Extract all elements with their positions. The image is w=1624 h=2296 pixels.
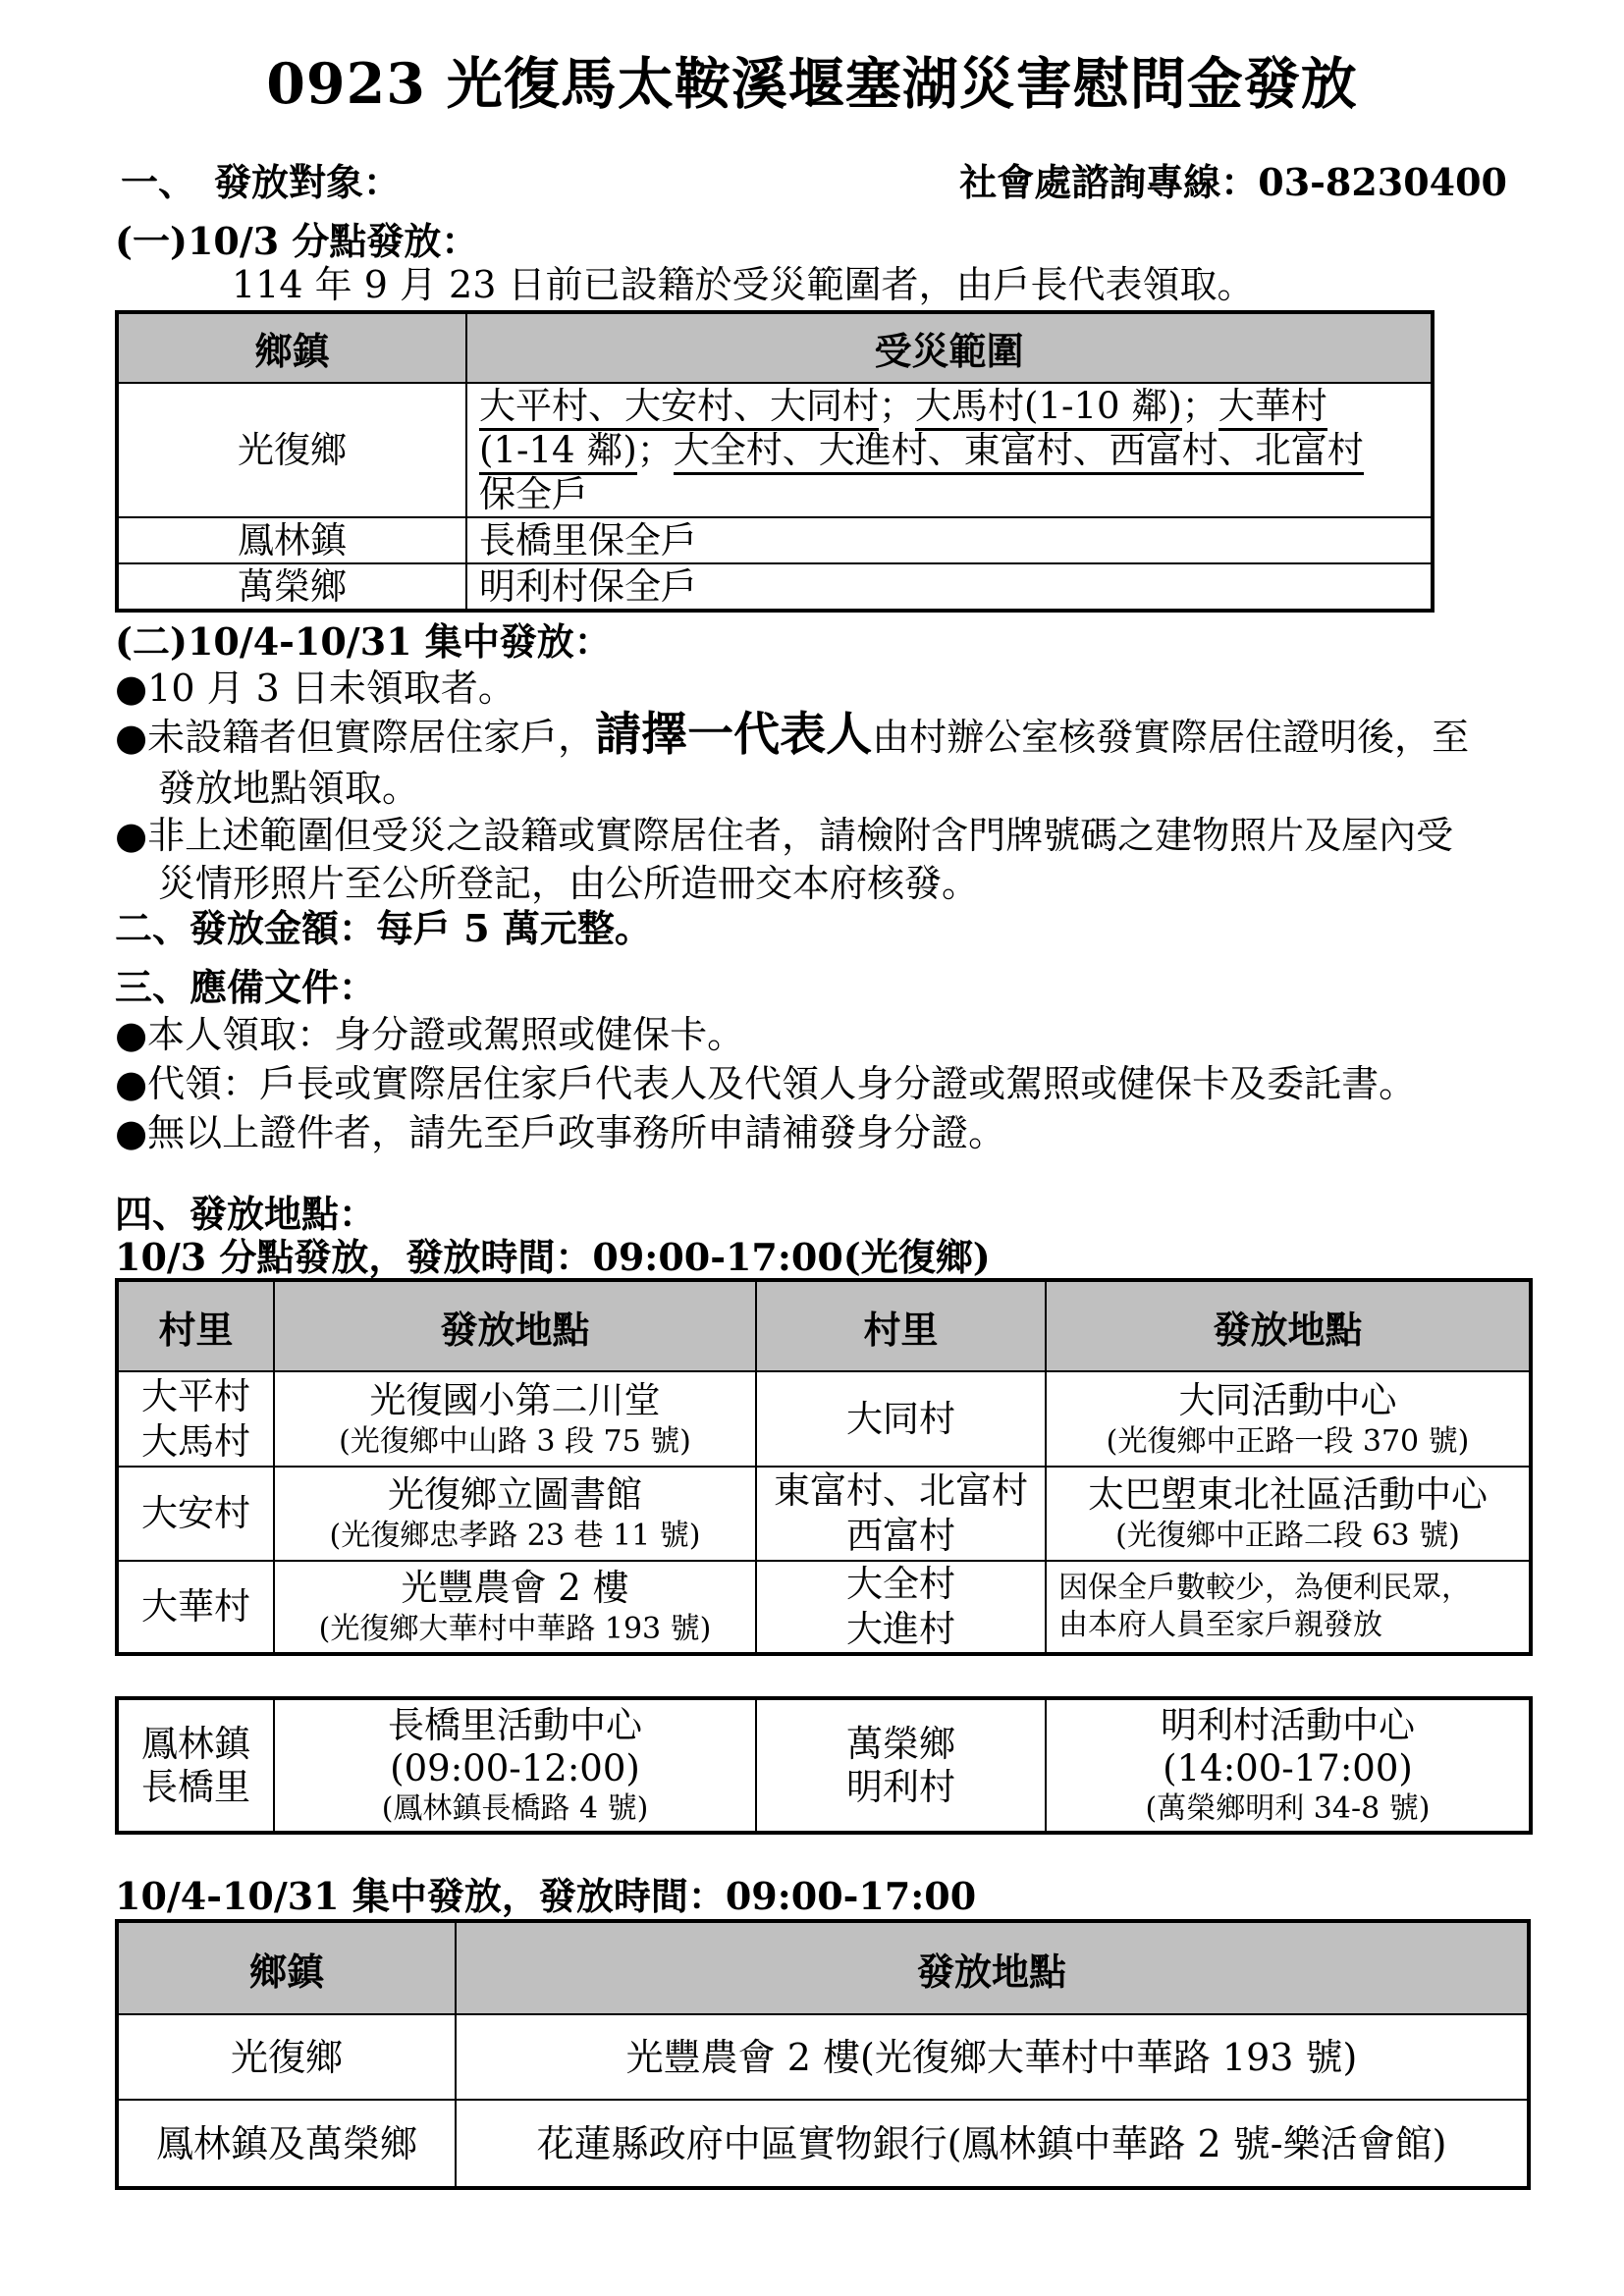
text-segment: 光豐農會 2 樓(光復鄉大華村中華路 193 號) <box>625 2035 1358 2079</box>
table-row <box>117 2100 1529 2188</box>
cell-line <box>479 518 1431 562</box>
text-segment: 大馬村 <box>141 1419 250 1463</box>
text-segment: 太巴塱東北社區活動中心 <box>1088 1473 1488 1516</box>
cell-line <box>119 2035 455 2080</box>
text-segment: 發放地點領取。 <box>158 767 420 810</box>
text-segment: ； <box>636 429 674 471</box>
table-cell <box>117 383 466 517</box>
text-segment: 因保全戶數較少，為便利民眾， <box>1058 1571 1471 1605</box>
column-header: 發放地點 <box>1046 1280 1531 1371</box>
section-2-amount: 二、發放金額：每戶 5 萬元整。 <box>115 906 652 950</box>
bullet-not-collected <box>115 665 515 712</box>
cell-line <box>757 1468 1045 1514</box>
table-cell <box>1046 1467 1531 1561</box>
text-segment: (光復鄉大華村中華路 193 號) <box>318 1612 712 1646</box>
cell-line <box>119 1491 273 1536</box>
cell-line <box>119 1766 273 1809</box>
column-header: 發放地點 <box>274 1280 756 1371</box>
text-segment: (09:00-12:00) <box>390 1747 640 1789</box>
text-segment: 長橋里 <box>141 1765 250 1808</box>
bullet-unregistered-line1 <box>115 708 1470 762</box>
section-3-heading: 三、應備文件： <box>115 965 377 1009</box>
text-segment: (光復鄉中正路一段 370 號) <box>1106 1423 1470 1459</box>
table-row <box>117 1371 1531 1467</box>
cell-line <box>757 1607 1045 1652</box>
text-segment: 大馬村(1-10 鄰) <box>915 385 1182 431</box>
text-segment: (光復鄉中山路 3 段 75 號) <box>339 1423 691 1459</box>
centralized-locations-table <box>115 1919 1531 2190</box>
text-segment: 萬榮鄉 <box>238 565 347 608</box>
cell-line <box>275 1790 755 1827</box>
table-row <box>117 1467 1531 1561</box>
cell-line <box>1058 1570 1529 1607</box>
table-cell <box>756 1561 1046 1654</box>
cell-line <box>757 1397 1045 1442</box>
text-segment: ； <box>1181 385 1218 427</box>
text-segment: 明利村保全戶 <box>479 565 697 608</box>
section-1-row <box>121 159 1507 206</box>
cell-line <box>275 1566 755 1611</box>
text-segment: 大全村 <box>846 1563 955 1605</box>
table-row <box>117 1561 1531 1654</box>
cell-line <box>757 1766 1045 1809</box>
cell-line <box>1047 1790 1529 1827</box>
cell-line <box>1047 1747 1529 1790</box>
text-segment: 花蓮縣政府中區實物銀行(鳳林鎮中華路 2 號-樂活會館) <box>536 2121 1447 2165</box>
section-1-heading: 一、 發放對象： <box>121 160 402 204</box>
text-segment: 鳳林鎮及萬榮鄉 <box>155 2121 417 2165</box>
table-cell <box>1046 1561 1531 1654</box>
table-cell <box>274 1698 756 1833</box>
text-segment: 光復國小第二川堂 <box>369 1378 661 1421</box>
table-cell <box>117 2100 456 2188</box>
table-header-row <box>117 1921 1529 2014</box>
text-segment: (1-14 鄰) <box>479 429 637 475</box>
section-4-heading: 四、發放地點： <box>115 1192 377 1236</box>
bullet-other-victims-line2 <box>158 860 979 907</box>
affected-area-table <box>115 310 1435 613</box>
cell-line <box>1058 1607 1529 1644</box>
subsection-a-heading: (一)10/3 分點發放： <box>115 219 479 263</box>
text-segment: 鳳林鎮 <box>141 1722 250 1765</box>
registration-note: 114 年 9 月 23 日前已設籍於受災範圍者，由戶長代表領取。 <box>232 263 1255 306</box>
cell-line <box>479 472 1431 516</box>
table-row <box>117 2014 1529 2100</box>
cell-line <box>275 1704 755 1747</box>
column-header: 鄉鎮 <box>117 312 466 383</box>
bullet-self-pickup: ●本人領取：身分證或駕照或健保卡。 <box>115 1013 745 1056</box>
text-segment: 光復鄉立圖書館 <box>388 1473 642 1516</box>
table-row <box>117 1698 1531 1833</box>
column-header: 鄉鎮 <box>117 1921 456 2014</box>
cell-line <box>757 1723 1045 1766</box>
cell-line <box>757 1514 1045 1559</box>
table-row <box>117 383 1433 517</box>
table-cell <box>117 1371 274 1467</box>
cell-line <box>119 2121 455 2166</box>
text-segment: ●非上述範圍但受災之設籍或實際居住者，請檢附含門牌號碼之建物照片及屋內受 <box>115 814 1454 857</box>
text-segment: 長橋里活動中心 <box>388 1704 642 1746</box>
table-cell <box>117 517 466 563</box>
text-segment: 大安村 <box>141 1492 250 1534</box>
fenglin-wanrong-locations-table <box>115 1696 1533 1835</box>
table-row <box>117 563 1433 611</box>
cell-line <box>275 1518 755 1555</box>
bullet-unregistered-line2 <box>158 765 419 812</box>
cell-line <box>275 1611 755 1648</box>
text-segment: 明利村活動中心 <box>1161 1704 1415 1746</box>
table-cell <box>466 517 1433 563</box>
text-segment: 由村辦公室核發實際居住證明後，至 <box>872 716 1470 759</box>
table-cell <box>117 1698 274 1833</box>
cell-line <box>119 428 465 472</box>
text-segment: 保全戶 <box>479 473 588 517</box>
cell-line <box>479 564 1431 609</box>
table-cell <box>274 1371 756 1467</box>
text-segment: 光復鄉 <box>238 429 347 471</box>
table-cell <box>466 383 1433 517</box>
cell-line <box>457 2035 1527 2080</box>
cell-line <box>275 1423 755 1461</box>
text-segment: (光復鄉中正路二段 63 號) <box>1115 1519 1460 1553</box>
text-segment: 由本府人員至家戶親發放 <box>1058 1608 1382 1642</box>
table-cell <box>117 1467 274 1561</box>
cell-line <box>119 1374 273 1419</box>
table-cell <box>756 1371 1046 1467</box>
text-segment: 請擇一代表人 <box>595 708 873 762</box>
table-cell <box>466 563 1433 611</box>
text-segment: (14:00-17:00) <box>1163 1747 1413 1789</box>
column-header: 村里 <box>117 1280 274 1371</box>
cell-line <box>479 428 1431 472</box>
bullet-no-id: ●無以上證件者，請先至戶政事務所申請補發身分證。 <box>115 1111 1006 1154</box>
bullet-proxy-pickup: ●代領：戶長或實際居住家戶代表人及代領人身分證或駕照或健保卡及委託書。 <box>115 1062 1417 1105</box>
table-cell <box>1046 1698 1531 1833</box>
cell-line <box>1047 1704 1529 1747</box>
text-segment: 長橋里保全戶 <box>479 519 697 561</box>
text-segment: 大平村、大安村、大同村 <box>479 385 879 431</box>
table-header-row <box>117 312 1433 383</box>
guangfu-locations-table <box>115 1278 1533 1656</box>
table-cell <box>117 563 466 611</box>
text-segment: ； <box>879 385 915 427</box>
cell-line <box>1047 1423 1529 1461</box>
cell-line <box>1047 1518 1529 1555</box>
cell-line <box>119 564 465 609</box>
schedule-1004-1031: 10/4-10/31 集中發放，發放時間：09:00-17:00 <box>115 1874 977 1918</box>
text-segment: 大進村 <box>846 1608 955 1650</box>
cell-line <box>479 384 1431 428</box>
text-segment: 西富村 <box>846 1515 955 1557</box>
cell-line <box>457 2121 1527 2166</box>
text-segment: 明利村 <box>846 1765 955 1808</box>
text-segment: 東富村、北富村 <box>774 1469 1028 1512</box>
text-segment: (萬榮鄉明利 34-8 號) <box>1145 1791 1431 1826</box>
text-segment: 光豐農會 2 樓 <box>401 1567 629 1609</box>
text-segment: (光復鄉忠孝路 23 巷 11 號) <box>329 1519 701 1553</box>
column-header: 村里 <box>756 1280 1046 1371</box>
cell-line <box>119 1419 273 1465</box>
table-cell <box>456 2100 1529 2188</box>
cell-line <box>757 1562 1045 1607</box>
table-cell <box>456 2014 1529 2100</box>
table-cell <box>274 1467 756 1561</box>
text-segment: 大華村 <box>141 1585 250 1628</box>
table-row <box>117 517 1433 563</box>
table-cell <box>756 1467 1046 1561</box>
cell-line <box>275 1378 755 1423</box>
schedule-1003: 10/3 分點發放，發放時間：09:00-17:00(光復鄉) <box>115 1235 991 1279</box>
page-title: 0923 光復馬太鞍溪堰塞湖災害慰問金發放 <box>266 51 1358 117</box>
text-segment: 萬榮鄉 <box>846 1722 955 1765</box>
column-header: 發放地點 <box>456 1921 1529 2014</box>
text-segment: 大同村 <box>846 1397 955 1440</box>
table-cell <box>117 1561 274 1654</box>
table-header-row <box>117 1280 1531 1371</box>
text-segment: ●未設籍者但實際居住家戶， <box>115 716 596 759</box>
table-cell <box>1046 1371 1531 1467</box>
table-cell <box>756 1698 1046 1833</box>
cell-line <box>119 518 465 562</box>
cell-line <box>119 1584 273 1629</box>
table-cell <box>117 2014 456 2100</box>
cell-line <box>1047 1472 1529 1518</box>
text-segment: ●10 月 3 日未領取者。 <box>115 667 515 710</box>
column-header: 受災範圍 <box>466 312 1433 383</box>
text-segment: 大華村 <box>1218 385 1327 431</box>
bullet-other-victims-line1 <box>115 812 1453 859</box>
cell-line <box>119 1723 273 1766</box>
table-cell <box>274 1561 756 1654</box>
cell-line <box>1047 1378 1529 1423</box>
hotline-text: 社會處諮詢專線：03-8230400 <box>959 160 1507 204</box>
cell-line <box>275 1747 755 1790</box>
text-segment: 大全村、大進村、東富村、西富村、北富村 <box>674 429 1364 475</box>
text-segment: 大平村 <box>141 1374 250 1417</box>
text-segment: 鳳林鎮 <box>238 519 347 561</box>
text-segment: 大同活動中心 <box>1178 1378 1397 1421</box>
subsection-b-heading: (二)10/4-10/31 集中發放： <box>115 619 612 664</box>
cell-line <box>275 1472 755 1518</box>
text-segment: 光復鄉 <box>230 2035 343 2079</box>
text-segment: 災情形照片至公所登記，由公所造冊交本府核發。 <box>158 862 980 905</box>
text-segment: (鳳林鎮長橋路 4 號) <box>381 1791 649 1826</box>
